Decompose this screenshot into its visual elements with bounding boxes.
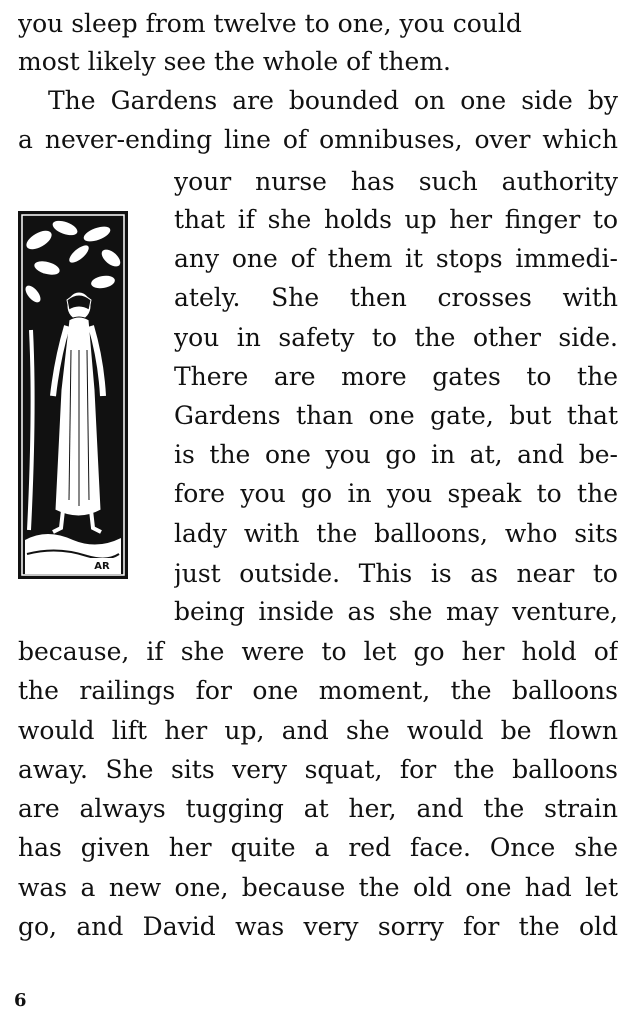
text-line-6: that if she holds up her finger to [174,205,618,234]
text-line-17: because, if she were to let go her hold of [18,637,618,666]
text-line-23: was a new one, because the old one had let [18,873,618,902]
text-line-13: fore you go in you speak to the [174,479,618,508]
text-line-14: lady with the balloons, who sits [174,519,618,548]
text-line-1: you sleep from twelve to one, you could [18,9,522,38]
text-line-3: The Gardens are bounded on one side by [48,86,618,115]
text-line-21: are always tugging at her, and the strain [18,794,618,823]
text-line-10: There are more gates to the [174,362,618,391]
text-line-22: has given her quite a red face. Once she [18,833,618,862]
text-line-20: away. She sits very squat, for the balloons [18,755,618,784]
text-line-16: being inside as she may venture, [174,597,618,626]
text-line-8: ately. She then crosses with [174,283,618,312]
text-line-18: the railings for one moment, the balloons [18,676,618,705]
text-line-12: is the one you go in at, and be- [174,440,618,469]
text-line-4: a never-ending line of omnibuses, over which [18,125,618,154]
svg-text:AR: AR [94,561,110,572]
page-number: 6 [14,990,27,1011]
text-line-9: you in safety to the other side. [174,323,618,352]
text-line-11: Gardens than one gate, but that [174,401,618,430]
text-line-5: your nurse has such authority [174,167,618,196]
text-line-19: would lift her up, and she would be flown [18,716,618,745]
girl-under-tree-illustration [17,210,129,580]
text-line-15: just outside. This is as near to [174,559,618,588]
text-line-24: go, and David was very sorry for the old [18,912,618,941]
text-line-2: most likely see the whole of them. [18,47,451,76]
text-line-7: any one of them it stops immedi- [174,244,618,273]
